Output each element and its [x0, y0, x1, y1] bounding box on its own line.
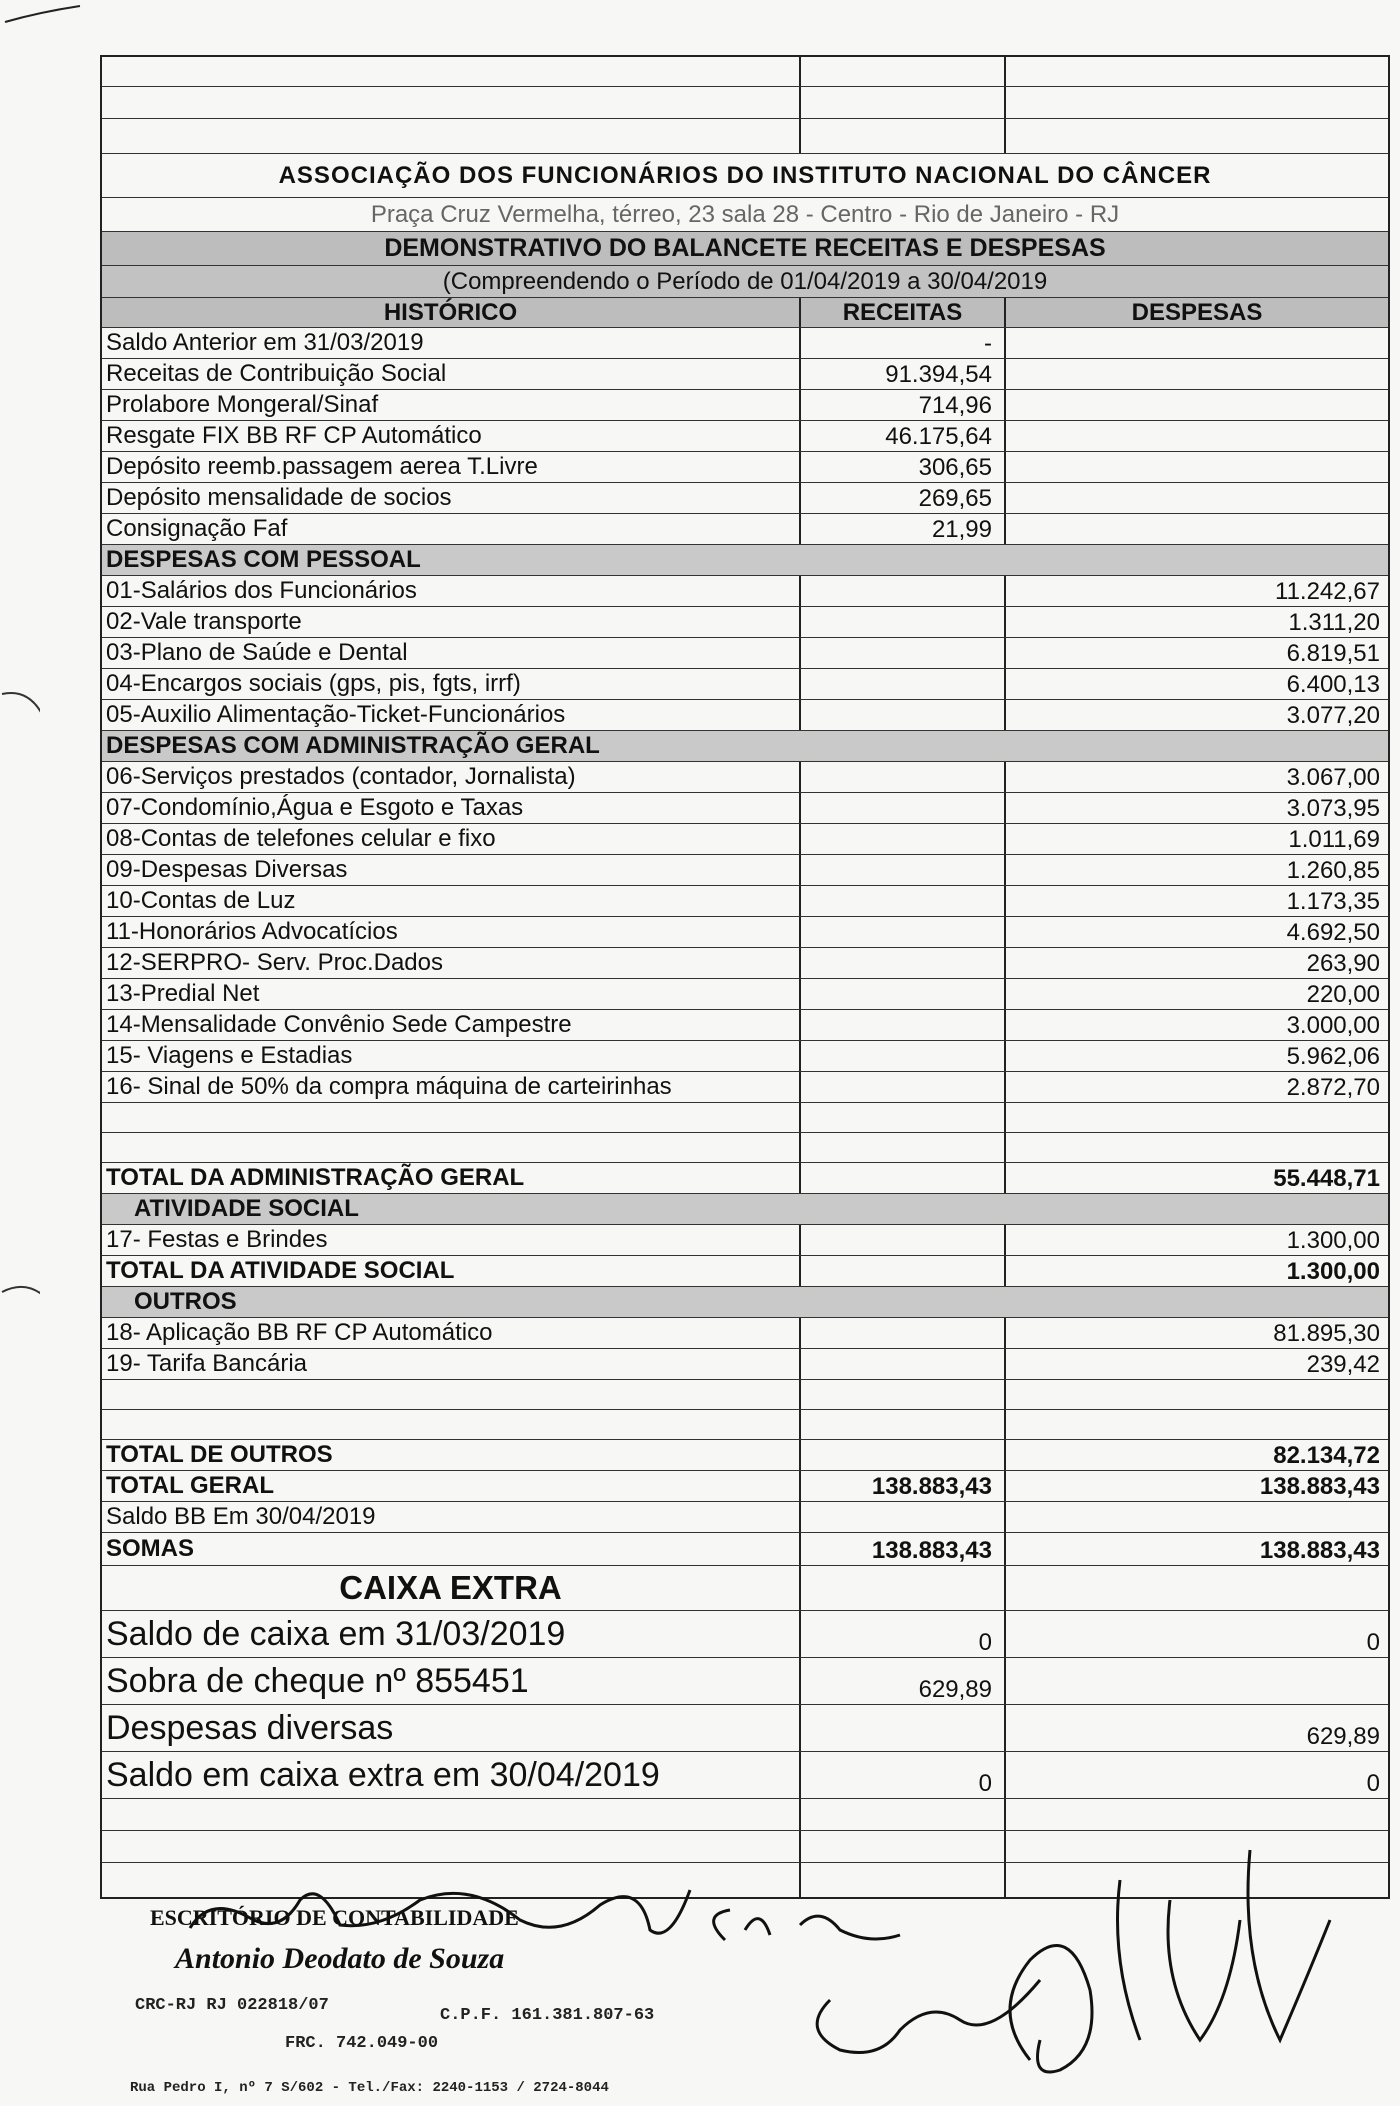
table-row: Depósito reemb.passagem aerea T.Livre 306,65	[102, 452, 1388, 483]
stamp-frc: FRC. 742.049-00	[285, 2034, 439, 2053]
total-social-value: 1.300,00	[1004, 1256, 1388, 1286]
association-name-row	[102, 154, 1388, 198]
section-title: DESPESAS COM PESSOAL	[106, 546, 421, 573]
period-row	[102, 266, 1388, 298]
section-title: OUTROS	[134, 1288, 237, 1315]
table-row: Prolabore Mongeral/Sinaf 714,96	[102, 390, 1388, 421]
total-geral-label: TOTAL GERAL	[106, 1472, 274, 1499]
report-title-row	[102, 232, 1388, 266]
somas-despesas: 138.883,43	[1004, 1533, 1388, 1565]
section-header-outros	[102, 1287, 1388, 1318]
blank-row	[102, 1831, 1388, 1863]
table-row: 07-Condomínio,Água e Esgoto e Taxas 3.073,95	[102, 793, 1388, 824]
table-row: 03-Plano de Saúde e Dental 6.819,51	[102, 638, 1388, 669]
blank-row	[102, 1799, 1388, 1831]
saldo-bb-label: Saldo BB Em 30/04/2019	[106, 1503, 376, 1530]
table-row: Receitas de Contribuição Social 91.394,54	[102, 359, 1388, 390]
caixa-row: Saldo de caixa em 31/03/2019 0 0	[102, 1611, 1388, 1658]
total-admin-value: 55.448,71	[1004, 1163, 1388, 1193]
total-social-row	[102, 1256, 1388, 1287]
header-despesas: DESPESAS	[1004, 298, 1388, 327]
caixa-extra-title-row	[102, 1566, 1388, 1611]
punch-hole-mark	[0, 688, 40, 728]
table-row: 17- Festas e Brindes 1.300,00	[102, 1225, 1388, 1256]
total-geral-row	[102, 1471, 1388, 1502]
address-row	[102, 198, 1388, 232]
signature-1	[817, 1980, 1040, 2053]
total-outros-label: TOTAL DE OUTROS	[106, 1441, 333, 1468]
saldo-bb-row	[102, 1502, 1388, 1533]
corner-pen-mark	[0, 0, 120, 30]
blank-row	[102, 1103, 1388, 1133]
header-receitas: RECEITAS	[799, 298, 1004, 327]
column-header-row	[102, 298, 1388, 328]
table-row: 06-Serviços prestados (contador, Jornalista) 3.067,00	[102, 762, 1388, 793]
total-geral-despesas: 138.883,43	[1004, 1471, 1388, 1501]
blank-row	[102, 1133, 1388, 1163]
stamp-cpf: C.P.F. 161.381.807-63	[440, 2006, 655, 2025]
table-row: 09-Despesas Diversas 1.260,85	[102, 855, 1388, 886]
total-social-label: TOTAL DA ATIVIDADE SOCIAL	[106, 1257, 455, 1284]
table-row: Consignação Faf 21,99	[102, 514, 1388, 545]
caixa-row: Despesas diversas 629,89	[102, 1705, 1388, 1752]
blank-row	[102, 1410, 1388, 1440]
table-row: 14-Mensalidade Convênio Sede Campestre 3.000,00	[102, 1010, 1388, 1041]
table-row: 19- Tarifa Bancária 239,42	[102, 1349, 1388, 1380]
stamp-address: Rua Pedro I, nº 7 S/602 - Tel./Fax: 2240-1153 / 2724-8044	[130, 2080, 609, 2096]
section-title: DESPESAS COM ADMINISTRAÇÃO GERAL	[106, 732, 600, 759]
table-row: 10-Contas de Luz 1.173,35	[102, 886, 1388, 917]
table-row: 16- Sinal de 50% da compra máquina de carteirinhas 2.872,70	[102, 1072, 1388, 1103]
table-row: 12-SERPRO- Serv. Proc.Dados 263,90	[102, 948, 1388, 979]
table-row: Saldo Anterior em 31/03/2019 -	[102, 328, 1388, 359]
report-period: (Compreendendo o Período de 01/04/2019 a 30/04/2019	[442, 267, 1048, 295]
stamp-crc: CRC-RJ RJ 022818/07	[135, 1996, 329, 2015]
blank-row	[102, 55, 1388, 87]
stamp-name: Antonio Deodato de Souza	[175, 1942, 505, 1975]
caixa-extra-title: CAIXA EXTRA	[339, 1569, 562, 1606]
table-row: 05-Auxilio Alimentação-Ticket-Funcionários 3.077,20	[102, 700, 1388, 731]
table-row: 18- Aplicação BB RF CP Automático 81.895,30	[102, 1318, 1388, 1349]
signature-initials	[714, 1910, 900, 1940]
table-row: 13-Predial Net 220,00	[102, 979, 1388, 1010]
blank-row	[102, 1863, 1388, 1899]
table-row: 04-Encargos sociais (gps, pis, fgts, irrf) 6.400,13	[102, 669, 1388, 700]
somas-label: SOMAS	[106, 1535, 195, 1562]
punch-hole-mark	[0, 1278, 40, 1318]
report-title: DEMONSTRATIVO DO BALANCETE RECEITAS E DESPESAS	[384, 234, 1106, 262]
table-row: 08-Contas de telefones celular e fixo 1.011,69	[102, 824, 1388, 855]
total-admin-row	[102, 1163, 1388, 1194]
table-row: 15- Viagens e Estadias 5.962,06	[102, 1041, 1388, 1072]
stamp-office: ESCRITÓRIO DE CONTABILIDADE	[150, 1905, 519, 1930]
header-historico: HISTÓRICO	[102, 298, 799, 327]
blank-row	[102, 1380, 1388, 1410]
somas-receitas: 138.883,43	[799, 1533, 1004, 1565]
table-row: 02-Vale transporte 1.311,20	[102, 607, 1388, 638]
association-name: ASSOCIAÇÃO DOS FUNCIONÁRIOS DO INSTITUTO NACIONAL DO CÂNCER	[278, 161, 1212, 189]
section-header-pessoal	[102, 545, 1388, 576]
blank-row	[102, 87, 1388, 119]
somas-row	[102, 1533, 1388, 1566]
table-row: Depósito mensalidade de socios 269,65	[102, 483, 1388, 514]
section-header-admin	[102, 731, 1388, 762]
total-geral-receitas: 138.883,43	[799, 1471, 1004, 1501]
signature-2	[1010, 1880, 1140, 2072]
caixa-row: Saldo em caixa extra em 30/04/2019 0 0	[102, 1752, 1388, 1799]
total-outros-value: 82.134,72	[1004, 1440, 1388, 1470]
section-title: ATIVIDADE SOCIAL	[134, 1195, 359, 1222]
table-row: 01-Salários dos Funcionários 11.242,67	[102, 576, 1388, 607]
blank-row	[102, 119, 1388, 154]
table-row: 11-Honorários Advocatícios 4.692,50	[102, 917, 1388, 948]
total-admin-label: TOTAL DA ADMINISTRAÇÃO GERAL	[106, 1164, 525, 1191]
balance-sheet	[100, 55, 1390, 1899]
address: Praça Cruz Vermelha, térreo, 23 sala 28 - Centro - Rio de Janeiro - RJ	[370, 200, 1120, 228]
section-header-social	[102, 1194, 1388, 1225]
table-row: Resgate FIX BB RF CP Automático 46.175,64	[102, 421, 1388, 452]
caixa-row: Sobra de cheque nº 855451 629,89	[102, 1658, 1388, 1705]
total-outros-row	[102, 1440, 1388, 1471]
